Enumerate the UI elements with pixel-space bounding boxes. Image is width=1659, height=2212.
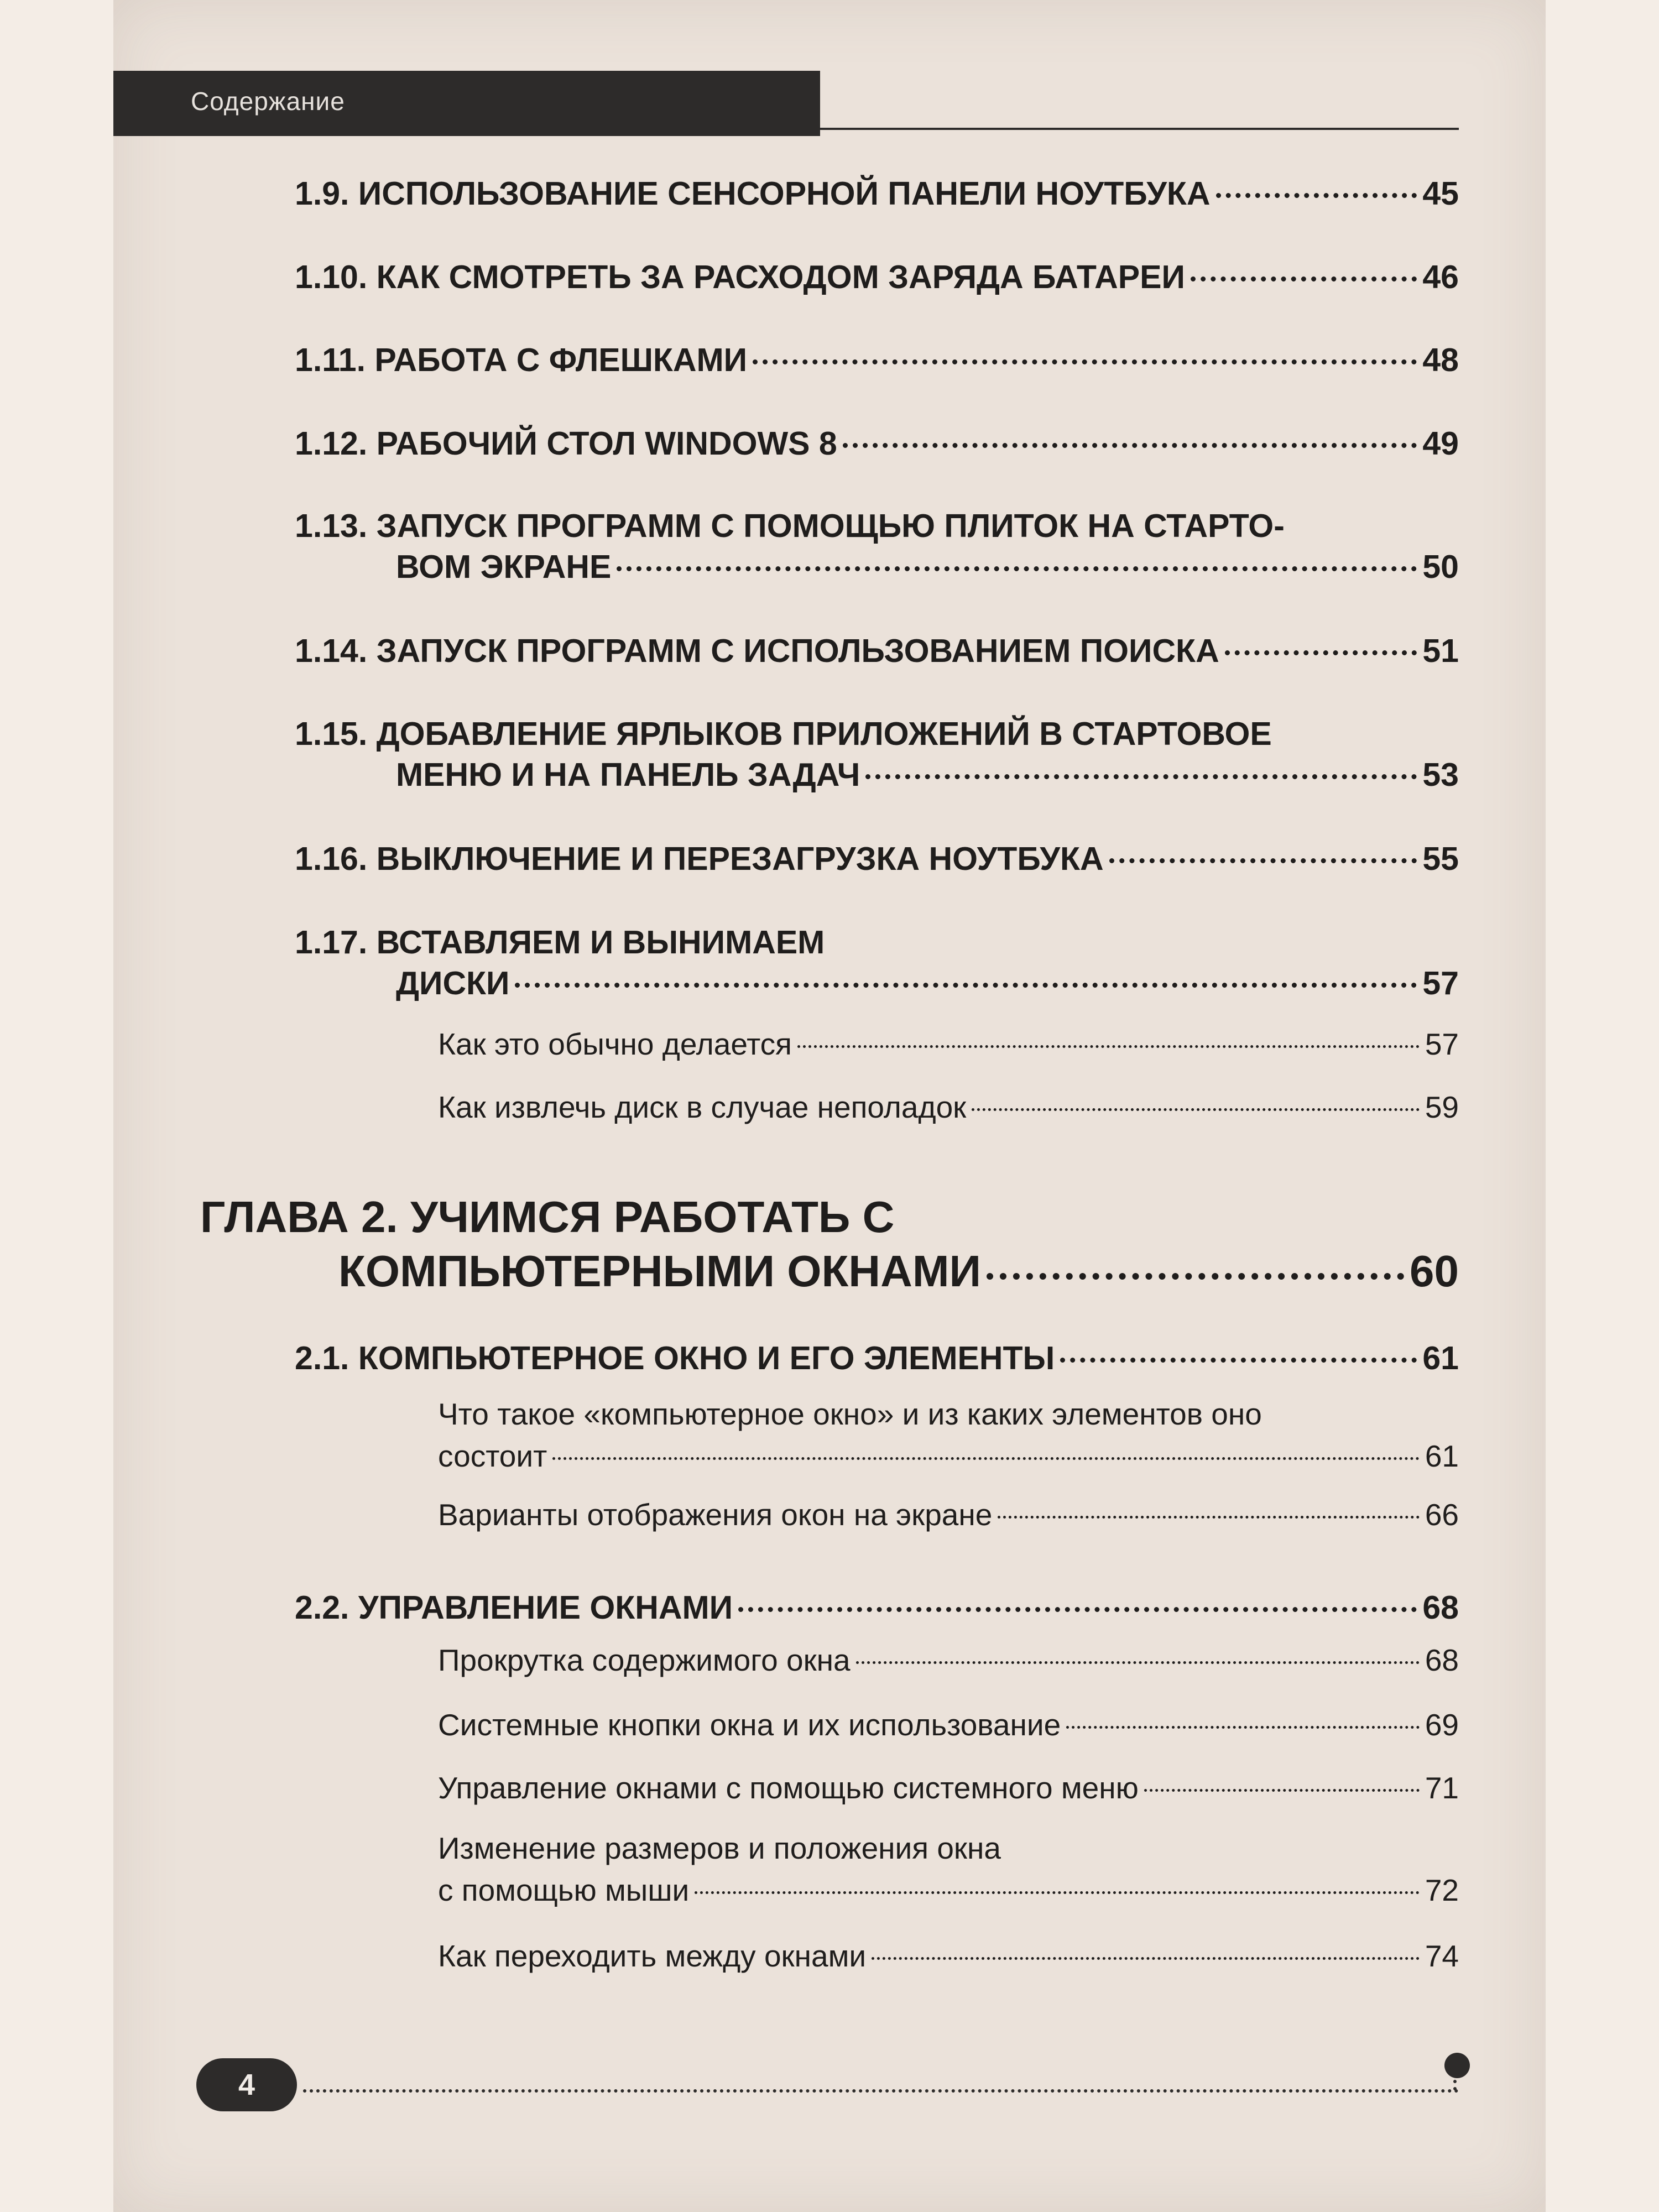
toc-entry-label: 2.1. КОМПЬЮТЕРНОЕ ОКНО И ЕГО ЭЛЕМЕНТЫ [295, 1340, 1055, 1376]
toc-subentry[interactable] [438, 1770, 1459, 1806]
toc-entry-label: 1.15. ДОБАВЛЕНИЕ ЯРЛЫКОВ ПРИЛОЖЕНИЙ В СТАРТОВОЕ [295, 716, 1272, 752]
toc-entry-label: Прокрутка содержимого окна [438, 1643, 851, 1677]
toc-entry-page: 59 [1425, 1090, 1459, 1124]
toc-entry-1-17[interactable] [295, 924, 1459, 1002]
toc-subentry[interactable] [438, 1396, 1459, 1474]
leader-dots [738, 1607, 1417, 1612]
toc-entry-page: 50 [1422, 549, 1459, 585]
toc-entry-label: 1.11. РАБОТА С ФЛЕШКАМИ [295, 342, 748, 378]
toc-entry-label: Как это обычно делается [438, 1027, 792, 1061]
toc-entry-page: 57 [1425, 1027, 1459, 1061]
leader-dots [856, 1661, 1420, 1664]
toc-entry-page: 55 [1422, 841, 1459, 877]
leader-dots [617, 566, 1417, 571]
leader-dots [1109, 858, 1417, 863]
leader-dots [1225, 650, 1417, 655]
toc-entry-page: 61 [1425, 1439, 1459, 1473]
leader-dots [1066, 1726, 1420, 1729]
toc-entry-label: Изменение размеров и положения окна [438, 1831, 1001, 1865]
leader-dots [987, 1273, 1404, 1280]
toc-entry-1-13[interactable] [295, 507, 1459, 586]
toc-entry-page: 46 [1422, 259, 1459, 295]
toc-entry-2-1[interactable] [295, 1339, 1459, 1377]
leader-dots [753, 359, 1417, 364]
page-number-badge [196, 2058, 297, 2111]
toc-entry-label-cont: ВОМ ЭКРАНЕ [396, 549, 612, 585]
leader-dots [1060, 1358, 1417, 1363]
toc-subentry[interactable] [438, 1089, 1459, 1125]
leader-dots [552, 1457, 1420, 1460]
leader-dots [865, 774, 1417, 779]
toc-entry-page: 66 [1425, 1498, 1459, 1532]
toc-entry-label: Системные кнопки окна и их использование [438, 1708, 1061, 1742]
toc-entry-label: 1.16. ВЫКЛЮЧЕНИЕ И ПЕРЕЗАГРУЗКА НОУТБУКА [295, 841, 1104, 877]
leader-dots [843, 443, 1417, 448]
leader-dots [797, 1045, 1420, 1048]
toc-entry-label: Как извлечь диск в случае неполадок [438, 1090, 967, 1124]
header-rule [820, 128, 1459, 130]
leader-dots [1191, 276, 1417, 281]
toc-subentry[interactable] [438, 1497, 1459, 1532]
toc-entry-label-cont: МЕНЮ И НА ПАНЕЛЬ ЗАДАЧ [396, 757, 860, 793]
toc-entry-page: 71 [1425, 1771, 1459, 1805]
toc-entry-1-15[interactable] [295, 715, 1459, 794]
toc-entry-page: 45 [1422, 175, 1459, 212]
running-header [113, 71, 820, 136]
toc-entry-page: 49 [1422, 425, 1459, 462]
toc-entry-label: Варианты отображения окон на экране [438, 1498, 993, 1532]
toc-subentry[interactable] [438, 1707, 1459, 1743]
chapter-page: 60 [1410, 1246, 1459, 1296]
leader-dots [998, 1516, 1419, 1519]
toc-entry-label: Управление окнами с помощью системного меню [438, 1771, 1139, 1805]
toc-entry-label-cont: ДИСКИ [396, 965, 510, 1001]
toc-entry-page: 68 [1422, 1589, 1459, 1626]
leader-dots [695, 1891, 1420, 1894]
toc-entry-label: 1.10. КАК СМОТРЕТЬ ЗА РАСХОДОМ ЗАРЯДА БАТАРЕИ [295, 259, 1185, 295]
toc-entry-label: Как переходить между окнами [438, 1939, 867, 1973]
toc-subentry[interactable] [438, 1026, 1459, 1062]
toc-entry-label: 1.17. ВСТАВЛЯЕМ И ВЫНИМАЕМ [295, 924, 825, 961]
toc-entry-label-cont: с помощью мыши [438, 1873, 690, 1907]
toc-entry-1-14[interactable] [295, 632, 1459, 670]
toc-entry-page: 57 [1422, 965, 1459, 1001]
chapter-title: ГЛАВА 2. УЧИМСЯ РАБОТАТЬ С [200, 1192, 895, 1241]
toc-subentry[interactable] [438, 1938, 1459, 1974]
toc-entry-page: 72 [1425, 1873, 1459, 1907]
toc-entry-1-16[interactable] [295, 840, 1459, 878]
footer-ball-ornament [1444, 2053, 1470, 2078]
footer-dotted-rule [303, 2089, 1459, 2093]
toc-entry-page: 61 [1422, 1340, 1459, 1376]
toc-subentry[interactable] [438, 1642, 1459, 1678]
toc-entry-1-9[interactable] [295, 175, 1459, 212]
toc-entry-page: 69 [1425, 1708, 1459, 1742]
toc-chapter-2[interactable] [200, 1192, 1459, 1297]
leader-dots [972, 1108, 1420, 1111]
chapter-title-cont: КОМПЬЮТЕРНЫМИ ОКНАМИ [338, 1246, 981, 1296]
toc-entry-label: 1.9. ИСПОЛЬЗОВАНИЕ СЕНСОРНОЙ ПАНЕЛИ НОУТБУКА [295, 175, 1211, 212]
toc-entry-2-2[interactable] [295, 1589, 1459, 1626]
toc-entry-label-cont: состоит [438, 1439, 547, 1473]
toc-entry-page: 48 [1422, 342, 1459, 378]
toc-entry-1-10[interactable] [295, 258, 1459, 296]
toc-entry-label: 1.12. РАБОЧИЙ СТОЛ WINDOWS 8 [295, 425, 837, 462]
leader-dots [1216, 193, 1417, 198]
toc-entry-label: 1.14. ЗАПУСК ПРОГРАММ С ИСПОЛЬЗОВАНИЕМ ПОИСКА [295, 633, 1219, 669]
leader-dots [1144, 1789, 1420, 1792]
toc-entry-page: 53 [1422, 757, 1459, 793]
leader-dots [872, 1957, 1420, 1960]
toc-subentry[interactable] [438, 1830, 1459, 1908]
toc-entry-1-12[interactable] [295, 425, 1459, 462]
toc-entry-label: Что такое «компьютерное окно» и из каких элементов оно [438, 1397, 1262, 1431]
header-title: Содержание [191, 87, 345, 116]
toc-entry-page: 74 [1425, 1939, 1459, 1973]
toc-entry-1-11[interactable] [295, 341, 1459, 379]
page-number: 4 [238, 2068, 255, 2101]
toc-entry-page: 51 [1422, 633, 1459, 669]
toc-entry-label: 1.13. ЗАПУСК ПРОГРАММ С ПОМОЩЬЮ ПЛИТОК НА СТАРТО- [295, 508, 1285, 544]
toc-entry-page: 68 [1425, 1643, 1459, 1677]
toc-entry-label: 2.2. УПРАВЛЕНИЕ ОКНАМИ [295, 1589, 733, 1626]
leader-dots [515, 983, 1417, 988]
